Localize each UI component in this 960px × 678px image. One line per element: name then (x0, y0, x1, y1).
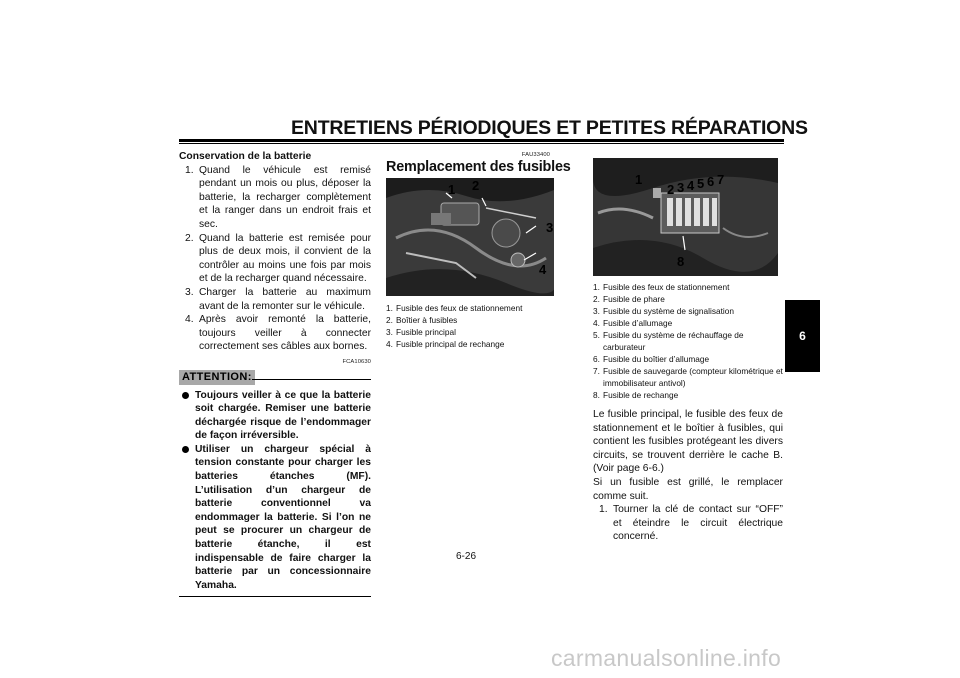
callout-label: 7 (717, 172, 725, 187)
caption-number: 6. (593, 354, 600, 364)
caption-text: Fusible du système de réchauffage de carburateur (603, 330, 744, 352)
caption-item (593, 389, 783, 401)
caption-item (386, 338, 556, 350)
step-text: Quand le véhicule est remisé pendant un mois ou plus, déposer la batterie, la recharger complètement et la ranger dans un endroit frais et sec. (199, 164, 371, 230)
attention-bullet (179, 389, 371, 443)
attention-rule (252, 379, 371, 380)
caption-text: Fusible d’allumage (603, 318, 673, 328)
photo-captions-right (593, 281, 783, 401)
watermark: carmanualsonline.info (551, 645, 782, 671)
fuse-location-photo (386, 178, 554, 296)
replace-step (593, 503, 783, 544)
caption-number: 3. (593, 306, 600, 316)
step-text: Charger la batterie au maximum avant de la remonter sur le véhicule. (199, 286, 371, 312)
caption-number: 3. (386, 327, 393, 337)
caption-number: 2. (386, 315, 393, 325)
caption-number: 2. (593, 294, 600, 304)
attention-header (179, 370, 371, 386)
storage-step (179, 286, 371, 313)
fuse-replace-intro: Si un fusible est grillé, le remplacer comme suit. (593, 476, 783, 502)
storage-step (179, 232, 371, 286)
header-rule-thin (179, 143, 784, 144)
callout-label: 3 (677, 180, 685, 195)
callout-label: 4 (687, 178, 695, 193)
step-text: Après avoir remonté la batterie, toujours veiller à connecter correctement ses câbles aux bornes. (199, 314, 371, 353)
step-number: 2. (185, 232, 194, 244)
callout-label: 4 (539, 262, 547, 277)
page-header-title: ENTRETIENS PÉRIODIQUES ET PETITES RÉPARATIONS (291, 117, 808, 139)
caption-item (386, 314, 556, 326)
callout-label: 2 (667, 182, 675, 197)
caption-item (593, 281, 783, 293)
caption-item (593, 353, 783, 365)
caption-text: Fusible principal (396, 327, 456, 337)
caption-text: Fusible du boîtier d’allumage (603, 354, 710, 364)
attention-label: ATTENTION: (179, 370, 255, 385)
caption-text: Fusible des feux de stationnement (396, 303, 523, 313)
attention-code: FCA10630 (342, 358, 371, 365)
callout-label: 1 (635, 172, 643, 187)
page-number: 6-26 (456, 551, 477, 562)
step-number: 1. (185, 164, 194, 176)
chapter-tab: 6 (785, 300, 820, 372)
step-number: 3. (185, 286, 194, 298)
callout-label: 2 (472, 178, 480, 193)
caption-text: Fusible de sauvegarde (compteur kilométrique et immobilisateur antivol) (603, 366, 783, 388)
caption-item (593, 293, 783, 305)
section-code: FAU33400 (521, 152, 550, 158)
fuse-box-illustration (593, 158, 778, 276)
step-number: 1. (599, 504, 608, 516)
left-column (179, 150, 371, 597)
section-title: Remplacement des fusibles (386, 159, 571, 175)
storage-step (179, 313, 371, 354)
fuse-box-photo (593, 158, 778, 276)
step-text: Quand la batterie est remisée pour plus de deux mois, il convient de la contrôler au moins une fois par mois et de la recharger quand nécessaire. (199, 232, 371, 285)
header-rule (179, 139, 784, 142)
caption-number: 7. (593, 366, 600, 376)
storage-step (179, 164, 371, 232)
photo-captions-left (386, 302, 556, 350)
caption-text: Fusible de rechange (603, 390, 679, 400)
bullet-icon (182, 392, 189, 399)
caption-item (386, 326, 556, 338)
caption-number: 1. (593, 282, 600, 292)
caption-number: 5. (593, 330, 600, 340)
caption-number: 1. (386, 303, 393, 313)
fuse-location-paragraph: Le fusible principal, le fusible des feux de stationnement et le boîtier à fusibles, qui contient les fusibles protégeant les divers circuits, se trouvent derrière le cache B. (Voir page 6-6.) (593, 409, 783, 475)
caption-text: Boîtier à fusibles (396, 315, 458, 325)
caption-text: Fusible du système de signalisation (603, 306, 734, 316)
fuse-body-text (593, 408, 783, 544)
callout-label: 1 (448, 182, 456, 197)
engine-bay-illustration (386, 178, 554, 296)
caption-text: Fusible des feux de stationnement (603, 282, 730, 292)
attention-bullet (179, 443, 371, 593)
callout-label: 8 (677, 254, 685, 269)
callout-label: 3 (546, 220, 554, 235)
caption-text: Fusible de phare (603, 294, 665, 304)
callout-label: 5 (697, 176, 705, 191)
caption-item (593, 329, 783, 353)
caption-item (593, 317, 783, 329)
caption-item (593, 305, 783, 317)
caption-item (386, 302, 556, 314)
attention-end-rule (179, 596, 371, 597)
bullet-icon (182, 446, 189, 453)
caption-number: 4. (386, 339, 393, 349)
step-text: Tourner la clé de contact sur “OFF” et éteindre le circuit électrique concerné. (613, 504, 783, 543)
caption-number: 8. (593, 390, 600, 400)
attention-bullet-text: Toujours veiller à ce que la batterie soit chargée. Remiser une batterie déchargée risque de l’endommager de façon irréversible. (195, 389, 371, 442)
caption-number: 4. (593, 318, 600, 328)
caption-text: Fusible principal de rechange (396, 339, 505, 349)
battery-storage-heading: Conservation de la batterie (179, 151, 312, 162)
step-number: 4. (185, 314, 194, 326)
callout-label: 6 (707, 174, 715, 189)
attention-bullet-text: Utiliser un chargeur spécial à tension constante pour charger les batteries étanches (MF). L’utilisation d’un chargeur de batterie conventionnel va endommager la batterie. Si l’on ne peut se procurer un chargeur de batterie étanche, il est indispensable de faire charger la batterie par un concessionnaire Yamaha. (195, 443, 371, 591)
caption-item (593, 365, 783, 389)
